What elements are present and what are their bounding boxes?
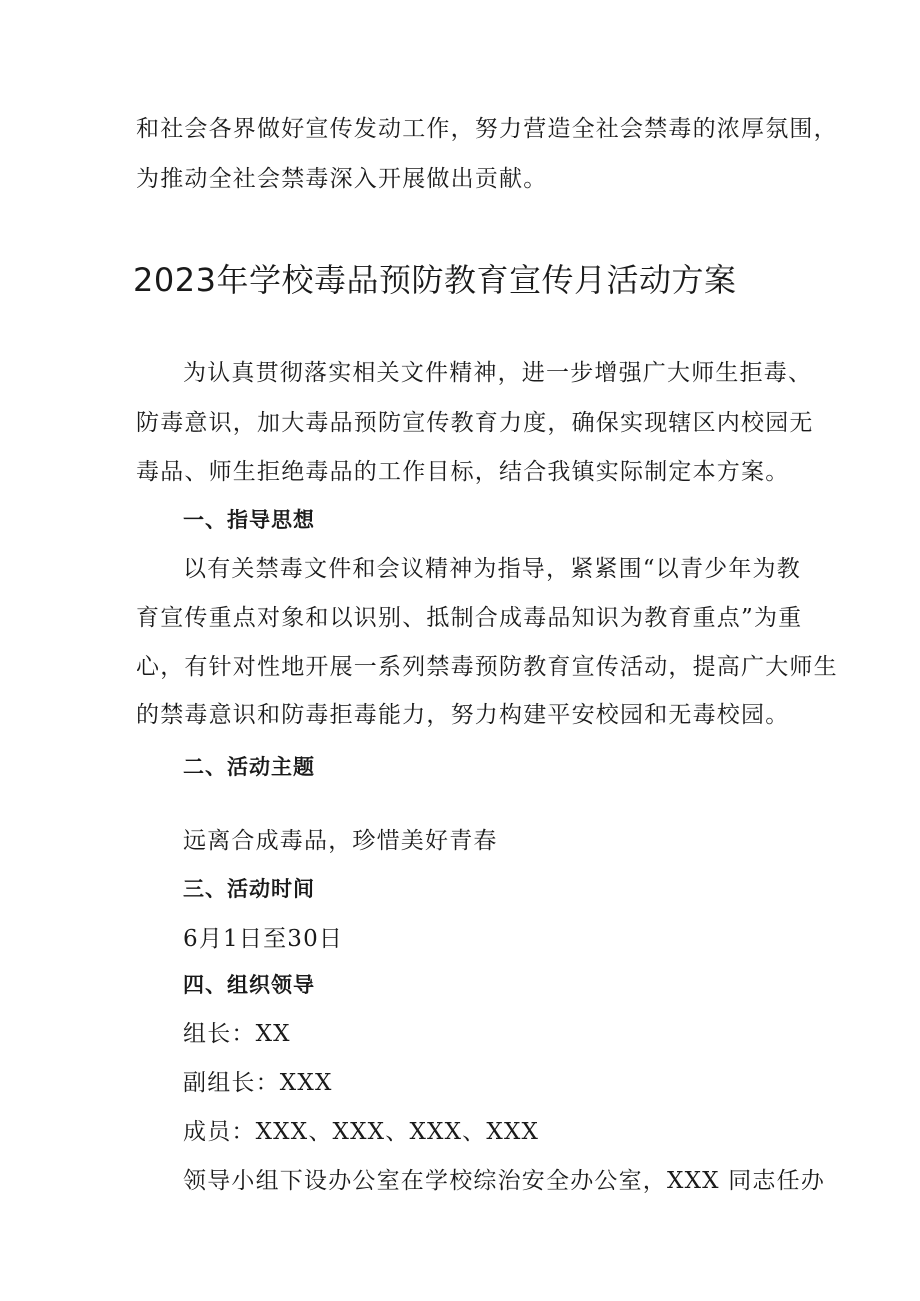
activity-theme-text: 远离合成毒品，珍惜美好青春 (183, 828, 498, 854)
preamble-line-1: 为认真贯彻落实相关文件精神，进一步增强广大师生拒毒、 (183, 360, 813, 386)
section-heading-guiding-idea: 一、指导思想 (183, 508, 315, 532)
section-heading-activity-time: 三、活动时间 (183, 877, 315, 901)
section1-line-1: 以有关禁毒文件和会议精神为指导，紧紧围“以青少年为教 (183, 556, 801, 582)
deputy-leader-line: 副组长：XXX (183, 1070, 333, 1096)
members-line: 成员：XXX、XXX、XXX、XXX (183, 1119, 540, 1145)
intro-line-1: 和社会各界做好宣传发动工作，努力营造全社会禁毒的浓厚氛围， (136, 116, 838, 142)
preamble-line-3: 毒品、师生拒绝毒品的工作目标，结合我镇实际制定本方案。 (136, 459, 790, 485)
section-heading-activity-theme: 二、活动主题 (183, 755, 315, 779)
activity-time-text: 6月1日至30日 (183, 926, 344, 952)
section1-line-3: 心，有针对性地开展一系列禁毒预防教育宣传活动，提高广大师生 (136, 654, 838, 680)
preamble-line-2: 防毒意识，加大毒品预防宣传教育力度，确保实现辖区内校园无 (136, 410, 814, 436)
document-title: 2023年学校毒品预防教育宣传月活动方案 (133, 261, 737, 299)
section1-line-2: 育宣传重点对象和以识别、抵制合成毒品知识为教育重点”为重 (136, 605, 803, 631)
section1-line-4: 的禁毒意识和防毒拒毒能力，努力构建平安校园和无毒校园。 (136, 702, 790, 728)
office-line: 领导小组下设办公室在学校综治安全办公室，XXX 同志任办 (183, 1168, 826, 1194)
leader-line: 组长：XX (183, 1021, 291, 1047)
intro-line-2: 为推动全社会禁毒深入开展做出贡献。 (136, 166, 548, 192)
section-heading-organization: 四、组织领导 (183, 973, 315, 997)
